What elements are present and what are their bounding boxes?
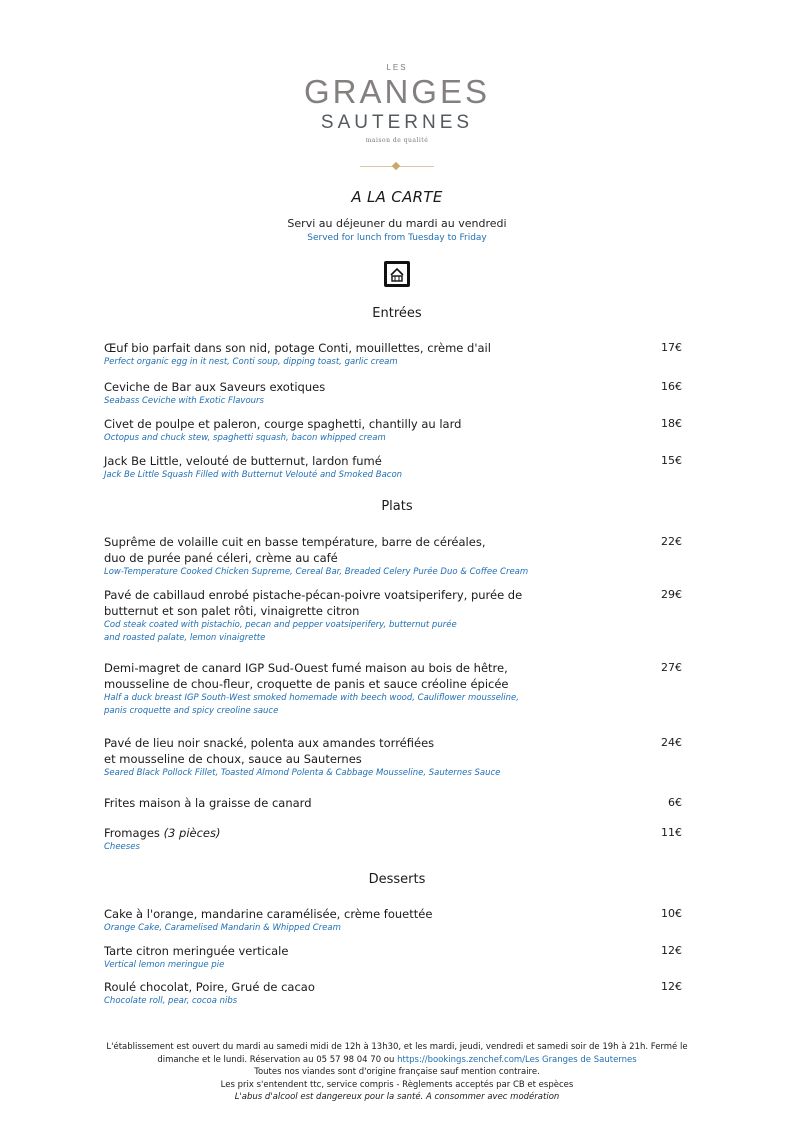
menu-item: [104, 379, 694, 408]
logo: [0, 62, 794, 146]
dish-price: 22€: [661, 535, 682, 548]
subtitle-en: Served for lunch from Tuesday to Friday: [307, 233, 487, 243]
dish-name-en-line2: panis croquette and spicy creoline sauce: [104, 706, 279, 716]
dish-name-fr: Pavé de cabillaud enrobé pistache-pécan-poivre voatsiperifery, purée de: [104, 588, 523, 602]
footer: [90, 1041, 704, 1104]
subtitle-fr: Servi au déjeuner du mardi au vendredi: [287, 217, 507, 230]
dish-price: 10€: [661, 907, 682, 920]
dish-name-en: Seabass Ceviche with Exotic Flavours: [104, 396, 264, 406]
footer-payment: Les prix s'entendent ttc, service compris - Règlements acceptés par CB et espèces: [220, 1079, 574, 1090]
footer-reservation-text: dimanche et le lundi. Réservation au 05 57 98 04 70 ou: [157, 1054, 398, 1065]
dish-name-fr: Ceviche de Bar aux Saveurs exotiques: [104, 380, 326, 394]
dish-name-fr: Civet de poulpe et paleron, courge spaghetti, chantilly au lard: [104, 417, 462, 431]
menu-item: [104, 340, 694, 369]
dish-price: 11€: [661, 826, 682, 839]
dish-name-fr-main: Fromages: [104, 826, 160, 840]
dish-name-fr: Cake à l'orange, mandarine caramélisée, crème fouettée: [104, 907, 433, 921]
dish-name-fr: [104, 825, 694, 841]
dish-name-fr: Frites maison à la graisse de canard: [104, 796, 312, 810]
footer-reservation: [90, 1054, 704, 1067]
dish-name-en-line2: and roasted palate, lemon vinaigrette: [104, 633, 266, 643]
menu-item: [104, 825, 694, 854]
booking-link[interactable]: https://bookings.zenchef.com/Les Granges de Sauternes: [397, 1054, 637, 1065]
menu-item: [104, 906, 694, 935]
dish-name-en: Half a duck breast IGP South-West smoked homemade with beech wood, Cauliflower mousseline,: [104, 693, 519, 703]
dish-name-en: Cheeses: [104, 842, 140, 852]
menu-item: [104, 660, 694, 718]
dish-name-fr: Demi-magret de canard IGP Sud-Ouest fumé maison au bois de hêtre,: [104, 661, 508, 675]
dish-name-en: Perfect organic egg in it nest, Conti soup, dipping toast, garlic cream: [104, 357, 398, 367]
section-title-desserts: Desserts: [368, 872, 426, 887]
footer-origin: Toutes nos viandes sont d'origine française sauf mention contraire.: [254, 1067, 540, 1077]
dish-price: 17€: [661, 341, 682, 354]
dish-name-fr: Pavé de lieu noir snacké, polenta aux amandes torréfiées: [104, 736, 435, 750]
dish-name-en: Orange Cake, Caramelised Mandarin & Whipped Cream: [104, 923, 341, 933]
dish-name-fr-line2: duo de purée pané céleri, crème au café: [104, 551, 338, 565]
page-title: A LA CARTE: [351, 188, 443, 206]
menu-item: [104, 587, 694, 645]
menu-item: [104, 534, 694, 579]
dish-name-en: Seared Black Pollock Fillet, Toasted Almond Polenta & Cabbage Mousseline, Sauternes Sauce: [104, 768, 501, 778]
dish-price: 12€: [661, 980, 682, 993]
dish-price: 29€: [661, 588, 682, 601]
menu-item: [104, 795, 694, 811]
section-title-entrees: Entrées: [372, 306, 422, 321]
menu-item: [104, 735, 694, 780]
dish-name-fr: Jack Be Little, velouté de butternut, lardon fumé: [104, 454, 382, 468]
dish-name-fr: Œuf bio parfait dans son nid, potage Conti, mouillettes, crème d'ail: [104, 341, 491, 355]
dish-name-fr: Roulé chocolat, Poire, Grué de cacao: [104, 980, 315, 994]
logo-sauternes: SAUTERNES: [320, 112, 474, 133]
dish-price: 16€: [661, 380, 682, 393]
logo-tagline: maison de qualité: [365, 137, 429, 144]
logo-les: LES: [386, 63, 408, 72]
dish-name-fr-line2: butternut et son palet rôti, vinaigrette citron: [104, 604, 360, 618]
logo-granges: GRANGES: [303, 73, 491, 110]
dish-name-fr: Suprême de volaille cuit en basse température, barre de céréales,: [104, 535, 486, 549]
dish-price: 24€: [661, 736, 682, 749]
dish-price: 27€: [661, 661, 682, 674]
logo-diamond-icon: [392, 162, 400, 170]
dish-name-en: Low-Temperature Cooked Chicken Supreme, Cereal Bar, Breaded Celery Purée Duo & Coffee Cream: [104, 567, 529, 577]
menu-item: [104, 943, 694, 972]
dish-portion: (3 pièces): [163, 826, 221, 840]
footer-hours: L'établissement est ouvert du mardi au samedi midi de 12h à 13h30, et les mardi, jeudi, vendredi et samedi soir de 19h à 21h. Fermé le: [106, 1042, 688, 1052]
menu-item: [104, 979, 694, 1008]
footer-alcohol-warning: L'abus d'alcool est dangereux pour la santé. A consommer avec modération: [234, 1092, 560, 1102]
section-title-plats: Plats: [381, 499, 413, 514]
dish-name-en: Octopus and chuck stew, spaghetti squash, bacon whipped cream: [104, 433, 386, 443]
dish-price: 15€: [661, 454, 682, 467]
dish-name-fr-line2: et mousseline de choux, sauce au Sauternes: [104, 752, 362, 766]
dish-name-en: Chocolate roll, pear, cocoa nibs: [104, 996, 238, 1006]
menu-item: [104, 453, 694, 482]
dish-name-fr-line2: mousseline de chou-fleur, croquette de panis et sauce créoline épicée: [104, 677, 509, 691]
dish-price: 12€: [661, 944, 682, 957]
dish-price: 6€: [668, 796, 682, 809]
menu-item: [104, 416, 694, 445]
dish-name-en: Vertical lemon meringue pie: [104, 960, 225, 970]
dish-name-fr: Tarte citron meringuée verticale: [104, 944, 289, 958]
dish-name-en: Cod steak coated with pistachio, pecan and pepper voatsiperifery, butternut purée: [104, 620, 457, 630]
dish-name-en: Jack Be Little Squash Filled with Butternut Velouté and Smoked Bacon: [104, 470, 403, 480]
maitre-restaurateur-icon: [384, 261, 410, 287]
dish-price: 18€: [661, 417, 682, 430]
